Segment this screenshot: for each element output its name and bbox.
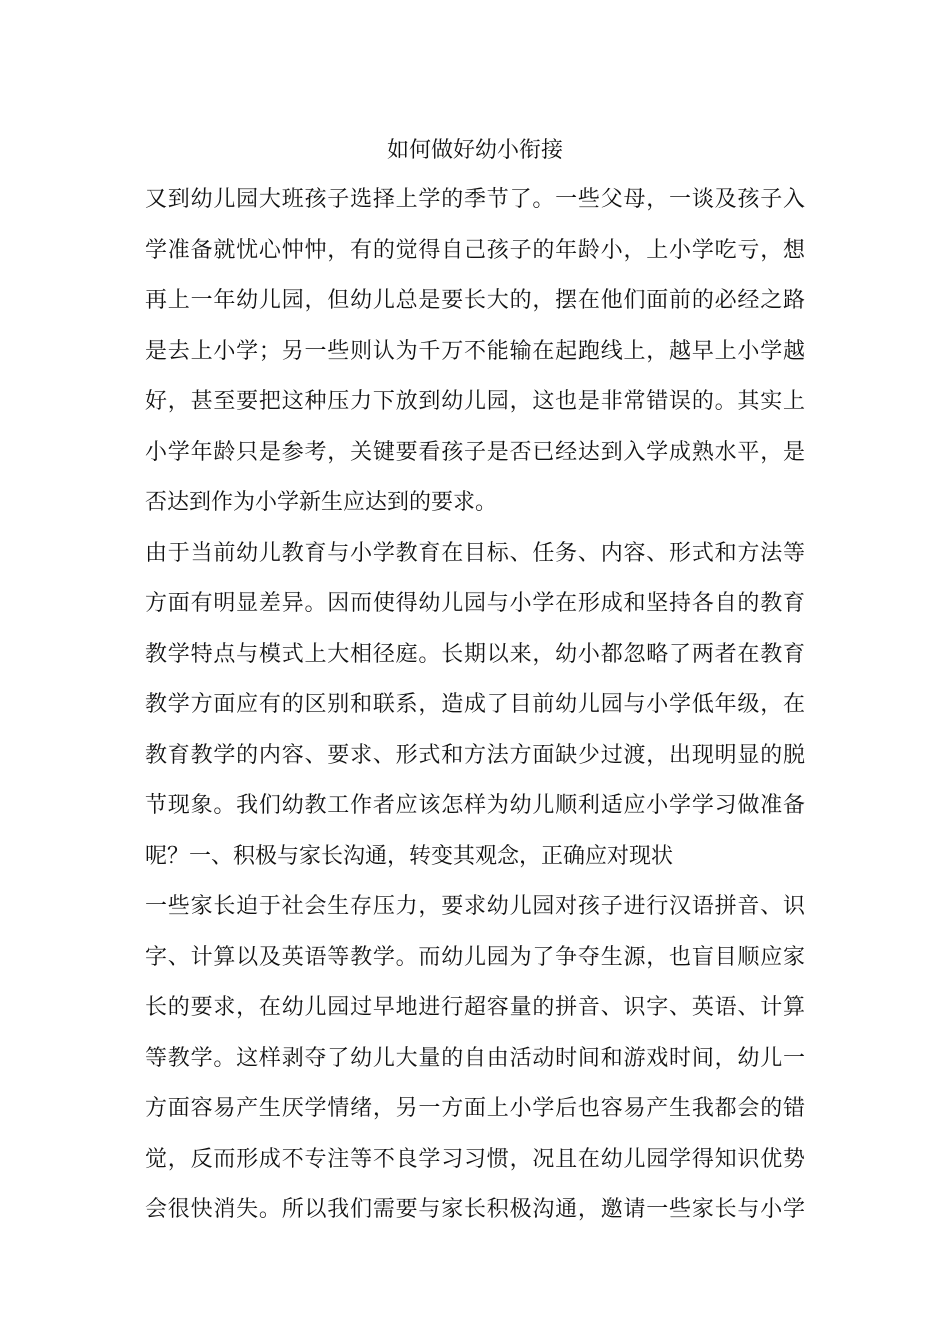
paragraph-1-line: 再上一年幼儿园，但幼儿总是要长大的，摆在他们面前的必经之路 [145, 288, 805, 313]
paragraph-2-line: 呢？一、积极与家长沟通，转变其观念，正确应对现状 [145, 843, 674, 869]
paragraph-2-line: 教学方面应有的区别和联系，造成了目前幼儿园与小学低年级，在 [145, 692, 805, 717]
paragraph-2-line: 教育教学的内容、要求、形式和方法方面缺少过渡，出现明显的脱 [145, 742, 805, 768]
paragraph-2-line: 教学特点与模式上大相径庭。长期以来，幼小都忽略了两者在教育 [145, 641, 805, 667]
document-body [145, 180, 805, 1241]
paragraph-3-line: 会很快消失。所以我们需要与家长积极沟通，邀请一些家长与小学 [145, 1197, 805, 1222]
paragraph-2-line: 由于当前幼儿教育与小学教育在目标、任务、内容、形式和方法等 [145, 540, 805, 566]
paragraph-1-line: 好，甚至要把这种压力下放到幼儿园，这也是非常错误的。其实上 [145, 389, 805, 414]
paragraph-1-line: 学准备就忧心忡忡，有的觉得自己孩子的年龄小，上小学吃亏，想 [145, 237, 805, 263]
paragraph-3-line: 等教学。这样剥夺了幼儿大量的自由活动时间和游戏时间，幼儿一 [145, 1045, 805, 1071]
paragraph-1-line: 小学年龄只是参考，关键要看孩子是否已经达到入学成熟水平，是 [145, 439, 805, 465]
paragraph-3-line: 觉，反而形成不专注等不良学习习惯，况且在幼儿园学得知识优势 [145, 1146, 805, 1172]
paragraph-2-line: 方面有明显差异。因而使得幼儿园与小学在形成和坚持各自的教育 [145, 591, 805, 616]
paragraph-3-line: 方面容易产生厌学情绪，另一方面上小学后也容易产生我都会的错 [145, 1096, 805, 1121]
paragraph-3-line: 一些家长迫于社会生存压力，要求幼儿园对孩子进行汉语拼音、识 [145, 894, 805, 919]
paragraph-3-line: 字、计算以及英语等教学。而幼儿园为了争夺生源，也盲目顺应家 [145, 944, 805, 970]
paragraph-1-line: 否达到作为小学新生应达到的要求。 [145, 490, 498, 515]
paragraph-3-line: 长的要求，在幼儿园过早地进行超容量的拼音、识字、英语、计算 [145, 995, 805, 1020]
document-title: 如何做好幼小衔接 [386, 138, 563, 163]
paragraph-2-line: 节现象。我们幼教工作者应该怎样为幼儿顺利适应小学学习做准备 [145, 793, 805, 818]
paragraph-1-line: 是去上小学；另一些则认为千万不能输在起跑线上，越早上小学越 [145, 338, 805, 364]
paragraph-1-line: 又到幼儿园大班孩子选择上学的季节了。一些父母，一谈及孩子入 [145, 187, 805, 212]
